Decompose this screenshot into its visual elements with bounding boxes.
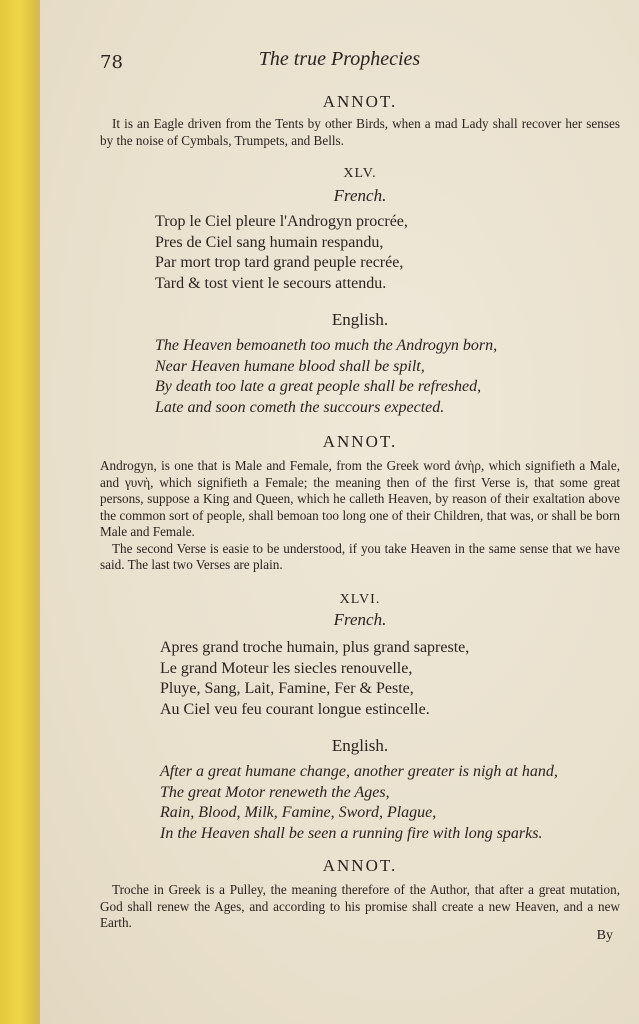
english-label: English. (331, 736, 389, 755)
page-edge (0, 0, 44, 1024)
verse-line: The great Motor reneweth the Ages, (160, 783, 390, 801)
verse-line: Apres grand troche humain, plus grand sapreste, (160, 639, 470, 656)
running-head: The true Prophecies (258, 48, 421, 70)
english-verse (100, 762, 620, 844)
french-label: French. (333, 610, 387, 629)
annot-text (100, 116, 620, 149)
annot-paragraph: It is an Eagle driven from the Tents by other Birds, when a mad Lady shall recover her senses by the noise of Cymbals, Trumpets, and Bells. (100, 116, 620, 148)
annot-paragraph: Androgyn, is one that is Male and Female, from the Greek word ἀνὴρ, which signifieth a Male, and γυνὴ, which signifieth a Female; the meaning then of the first Verse is, that some great persons, suppose a King and Queen, which he calleth Heaven, by reason of their exaltation above the common sort of people, shall bemoan too long one of their Children, that was, or shall be born Male and Female. (100, 458, 620, 539)
annot-paragraph: The second Verse is easie to be understood, if you take Heaven in the same sense that we have said. The last two Verses are plain. (100, 540, 620, 572)
annot-paragraph: Troche in Greek is a Pulley, the meaning therefore of the Author, that after a great mutation, God shall renew the Ages, and according to his promise shall create a new Heaven, and a new Earth. (100, 882, 620, 930)
verse-line: By death too late a great people shall be refreshed, (155, 378, 482, 395)
verse-line: Pres de Ciel sang humain respandu, (155, 233, 384, 251)
catchword: By (596, 928, 613, 943)
page-number: 78 (100, 52, 123, 73)
french-label: French. (333, 186, 387, 205)
quatrain-45 (100, 166, 620, 418)
quatrain-number: XLV. (343, 166, 377, 181)
verse-line: Late and soon cometh the succours expected. (155, 398, 445, 416)
verse-line: Near Heaven humane blood shall be spilt, (155, 357, 425, 375)
english-label: English. (331, 310, 389, 329)
french-verse (100, 212, 620, 294)
verse-line: Tard & tost vient le secours attendu. (155, 274, 387, 292)
annot-heading: ANNOT. (322, 432, 398, 451)
annot-heading: ANNOT. (322, 856, 398, 875)
annot-3 (100, 856, 620, 932)
verse-line: The Heaven bemoaneth too much the Androgyn born, (155, 337, 498, 354)
verse-line: Le grand Moteur les siecles renouvelle, (160, 659, 413, 677)
verse-line: After a great humane change, another greater is nigh at hand, (160, 763, 558, 780)
book-page (40, 0, 639, 1024)
annot-heading: ANNOT. (322, 92, 398, 111)
annot-text (100, 458, 620, 574)
verse-line: Trop le Ciel pleure l'Androgyn procrée, (155, 213, 408, 230)
verse-line: In the Heaven shall be seen a running fire with long sparks. (160, 824, 543, 842)
french-verse (100, 638, 620, 720)
quatrain-number: XLVI. (339, 592, 381, 607)
verse-line: Rain, Blood, Milk, Famine, Sword, Plague, (160, 804, 437, 821)
verse-line: Pluye, Sang, Lait, Famine, Fer & Peste, (160, 680, 414, 697)
annot-1 (100, 92, 620, 149)
english-verse (100, 336, 620, 418)
verse-line: Par mort trop tard grand peuple recrée, (155, 254, 404, 271)
page-header (40, 46, 639, 76)
annot-2 (100, 432, 620, 574)
annot-text (100, 882, 620, 932)
quatrain-46 (100, 592, 620, 844)
verse-line: Au Ciel veu feu courant longue estincelle. (160, 700, 430, 718)
